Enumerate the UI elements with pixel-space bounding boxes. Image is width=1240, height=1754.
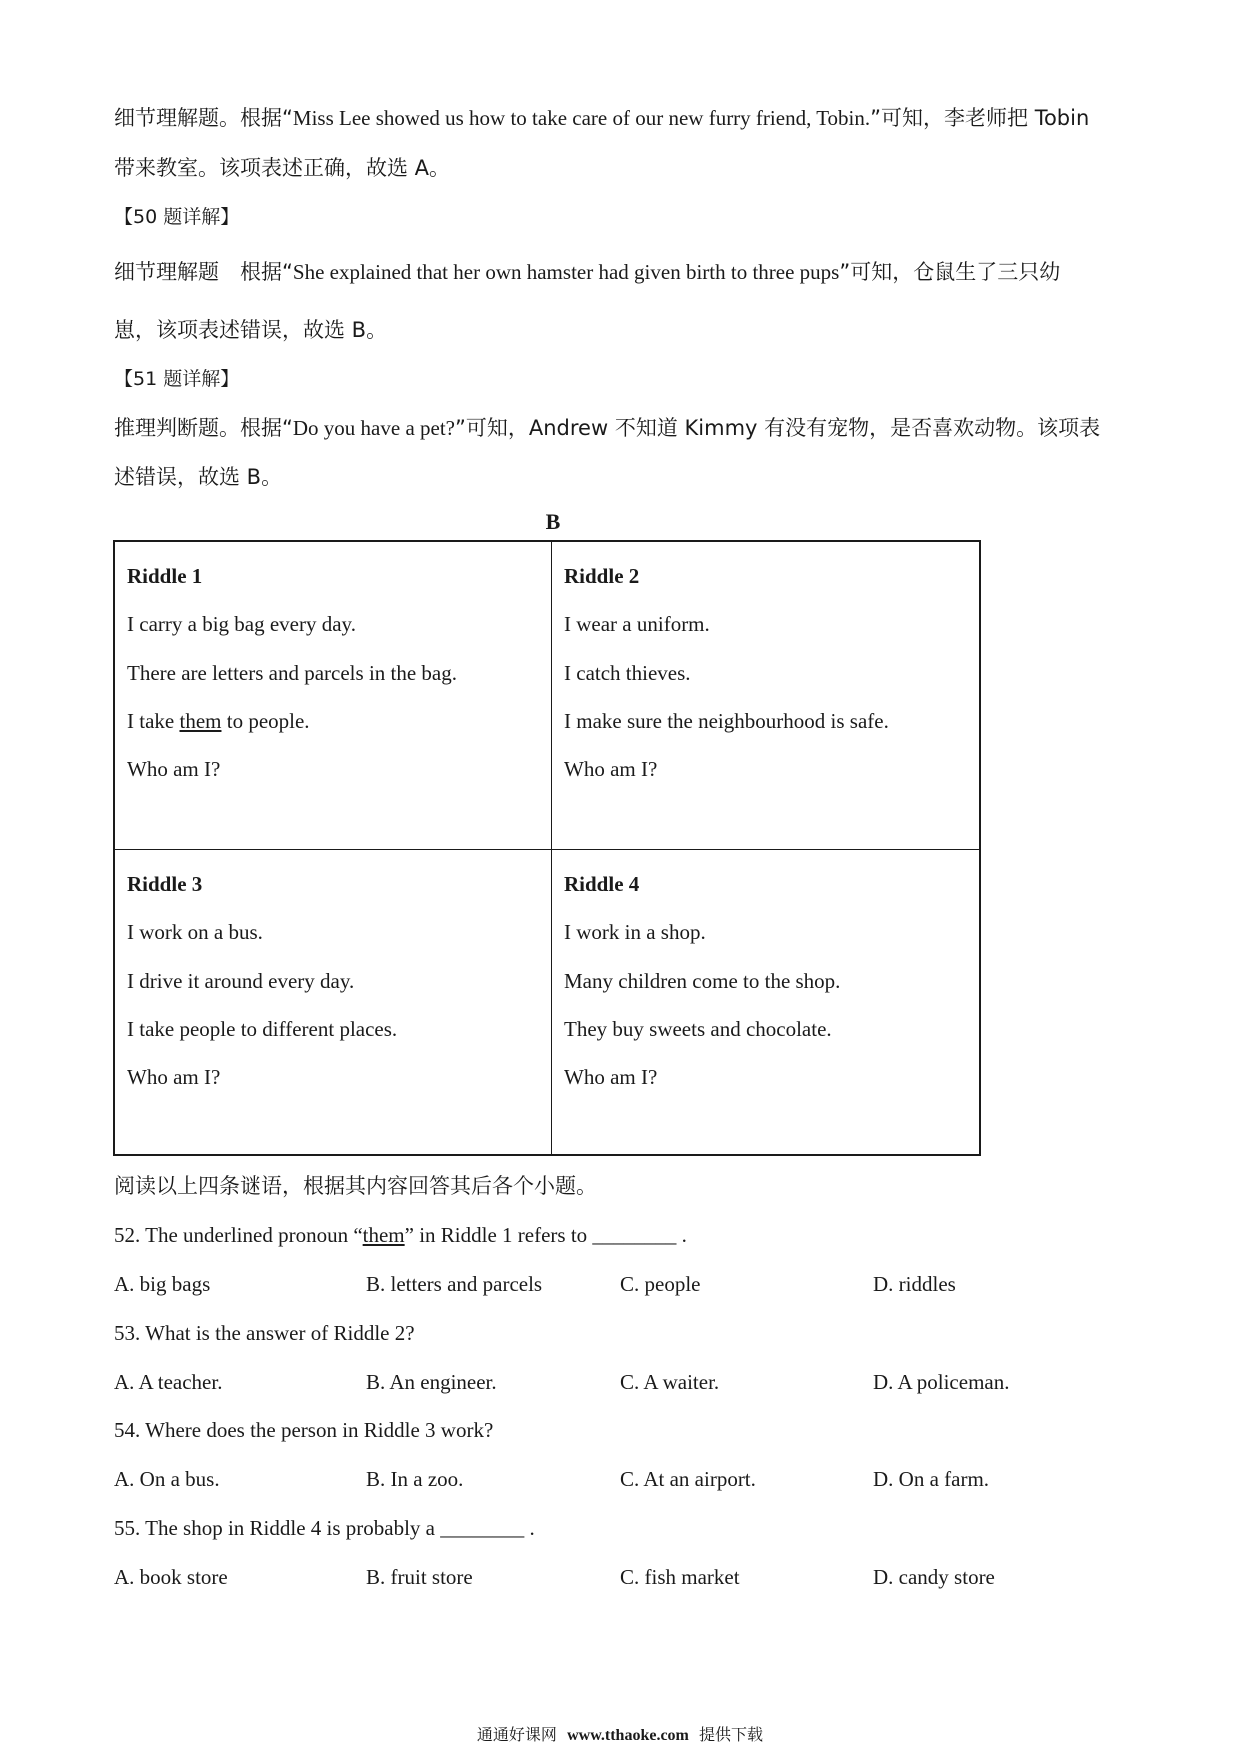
footer-download-text: 提供下载 — [699, 1725, 764, 1744]
question-50-heading: 【50 题详解】 — [114, 206, 240, 228]
question-52-stem — [114, 1221, 687, 1249]
question-55-option-b: B. fruit store — [366, 1565, 473, 1589]
question-stem-suffix: ” in Riddle 1 refers to ________ . — [404, 1223, 687, 1247]
explanation-51-line-2: 述错误，故选 B。 — [114, 465, 283, 489]
question-54-option-d: D. On a farm. — [873, 1467, 990, 1491]
question-55-stem: 55. The shop in Riddle 4 is probably a ________ . — [114, 1516, 535, 1540]
underlined-pronoun: them — [179, 709, 222, 733]
explanation-50-line-1 — [114, 258, 1060, 286]
riddle-line: I carry a big bag every day. — [127, 612, 356, 636]
explanation-51-prefix: 推理判断题。根据“ — [114, 416, 293, 440]
riddle-title: Riddle 3 — [127, 872, 203, 896]
riddle-line: Many children come to the shop. — [564, 969, 841, 993]
riddle-cell-2 — [552, 542, 979, 850]
question-55-option-d: D. candy store — [873, 1565, 995, 1589]
question-53-option-c: C. A waiter. — [620, 1370, 720, 1394]
question-54-option-c: C. At an airport. — [620, 1467, 756, 1491]
riddle-line: I work on a bus. — [127, 920, 263, 944]
explanation-51-line-1 — [114, 414, 1100, 442]
riddle-question: Who am I? — [127, 757, 221, 781]
question-52-option-b: B. letters and parcels — [366, 1272, 543, 1296]
explanation-50-line-2: 崽，该项表述错误，故选 B。 — [114, 318, 388, 342]
question-52-option-d: D. riddles — [873, 1272, 956, 1296]
riddle-line: There are letters and parcels in the bag. — [127, 661, 458, 685]
riddle-cell-4 — [552, 850, 979, 1154]
riddle-title: Riddle 2 — [564, 564, 640, 588]
underlined-pronoun: them — [362, 1223, 405, 1247]
explanation-51-suffix: ”可知，Andrew 不知道 Kimmy 有没有宠物，是否喜欢动物。该项表 — [455, 416, 1101, 440]
question-54-stem: 54. Where does the person in Riddle 3 work? — [114, 1418, 494, 1442]
question-51-heading: 【51 题详解】 — [114, 368, 240, 390]
riddle-line: I wear a uniform. — [564, 612, 710, 636]
riddle-line: I make sure the neighbourhood is safe. — [564, 709, 889, 733]
explanation-51-quote: Do you have a pet? — [292, 416, 455, 440]
page-footer — [0, 1724, 1240, 1747]
question-53-option-b: B. An engineer. — [366, 1370, 497, 1394]
question-53-option-a: A. A teacher. — [114, 1370, 223, 1394]
explanation-49-line-1 — [114, 104, 1089, 132]
section-label: B — [545, 509, 561, 534]
explanation-50-suffix: ”可知，仓鼠生了三只幼 — [839, 260, 1061, 284]
explanation-49-line-2: 带来教室。该项表述正确，故选 A。 — [114, 156, 451, 180]
riddle-line-suffix: to people. — [221, 709, 310, 733]
question-53-stem: 53. What is the answer of Riddle 2? — [114, 1321, 415, 1345]
question-55-option-a: A. book store — [114, 1565, 228, 1589]
question-54-option-a: A. On a bus. — [114, 1467, 220, 1491]
instruction-text: 阅读以上四条谜语，根据其内容回答其后各个小题。 — [114, 1174, 597, 1198]
riddle-line: I work in a shop. — [564, 920, 706, 944]
riddle-line — [127, 707, 310, 735]
riddle-cell-3 — [115, 850, 552, 1154]
riddle-question: Who am I? — [564, 1065, 658, 1089]
riddle-title: Riddle 4 — [564, 872, 640, 896]
question-52-option-a: A. big bags — [114, 1272, 211, 1296]
explanation-49-quote: Miss Lee showed us how to take care of our new furry friend, Tobin. — [292, 106, 871, 130]
explanation-49-prefix: 细节理解题。根据“ — [114, 106, 293, 130]
riddle-question: Who am I? — [127, 1065, 221, 1089]
question-stem-prefix: 52. The underlined pronoun “ — [114, 1223, 363, 1247]
riddle-title: Riddle 1 — [127, 564, 203, 588]
riddle-cell-1 — [115, 542, 552, 850]
riddle-line: I drive it around every day. — [127, 969, 355, 993]
explanation-50-prefix: 细节理解题 根据“ — [114, 260, 293, 284]
footer-site-name: 通通好课网 — [476, 1725, 557, 1744]
riddle-table — [113, 540, 981, 1156]
footer-url[interactable]: www.tthaoke.com — [567, 1727, 689, 1744]
riddle-line: I take people to different places. — [127, 1017, 398, 1041]
question-53-option-d: D. A policeman. — [873, 1370, 1010, 1394]
question-52-option-c: C. people — [620, 1272, 701, 1296]
question-54-option-b: B. In a zoo. — [366, 1467, 464, 1491]
explanation-50-quote: She explained that her own hamster had given birth to three pups — [292, 260, 840, 284]
question-55-option-c: C. fish market — [620, 1565, 740, 1589]
riddle-question: Who am I? — [564, 757, 658, 781]
riddle-line: They buy sweets and chocolate. — [564, 1017, 832, 1041]
riddle-line-prefix: I take — [127, 709, 180, 733]
explanation-49-suffix: ”可知，李老师把 Tobin — [870, 106, 1090, 130]
riddle-line: I catch thieves. — [564, 661, 691, 685]
